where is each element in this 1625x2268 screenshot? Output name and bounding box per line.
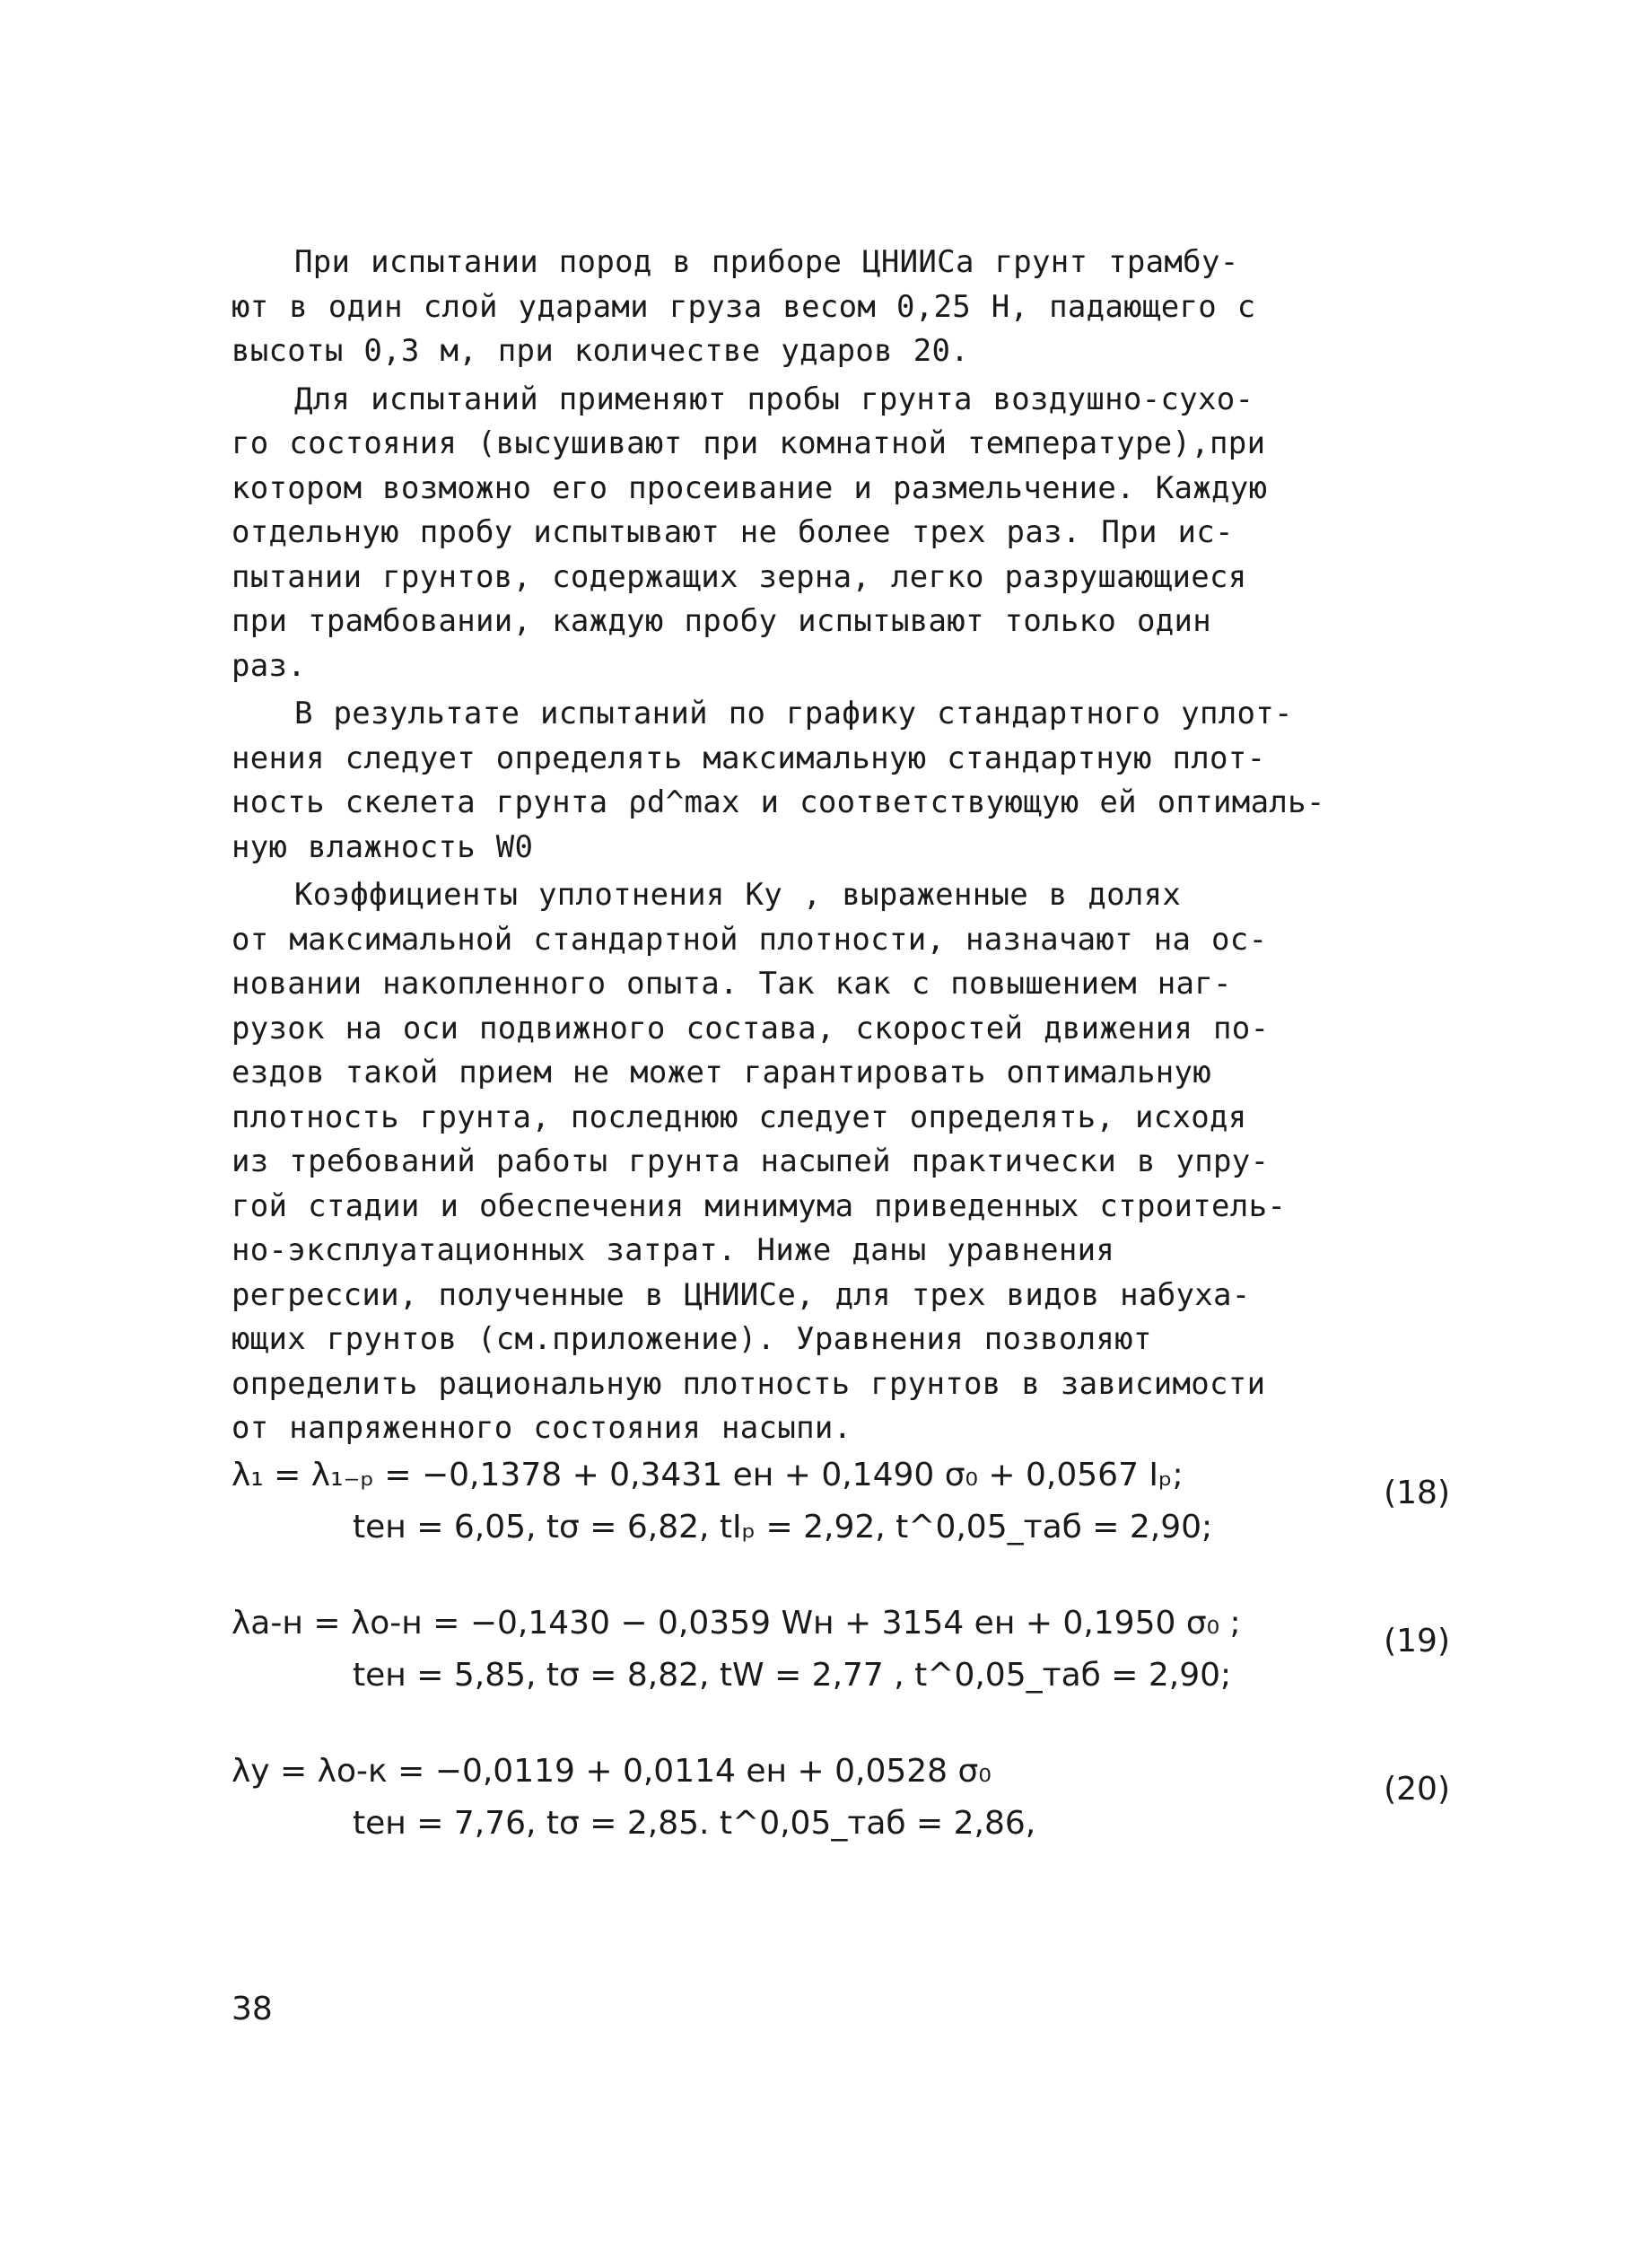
paragraph-line: го состояния (высушивают при комнатной температуре),при xyxy=(232,425,1266,461)
paragraph-line: При испытании пород в приборе ЦНИИСа грунт трамбу- xyxy=(294,244,1239,280)
equation-line: λy = λо-к = −0,0119 + 0,0114 eн + 0,0528 σ₀ xyxy=(232,1753,992,1790)
paragraph-line: новании накопленного опыта. Так как с повышением наг- xyxy=(232,966,1232,1002)
paragraph-2 xyxy=(232,378,1461,689)
paragraph-line: ность скелета грунта ρd^max и соответствующую ей оптималь- xyxy=(232,784,1325,820)
paragraph-line: раз. xyxy=(232,647,307,684)
equation-number: (20) xyxy=(1384,1771,1450,1808)
equation-18 xyxy=(232,1449,1470,1554)
equation-number: (18) xyxy=(1384,1475,1450,1511)
paragraph-line: ную влажность W0 xyxy=(232,828,534,865)
paragraph-line: от напряженного состояния насыпи. xyxy=(232,1410,852,1446)
paragraph-line: В результате испытаний по графику стандартного уплот- xyxy=(294,696,1293,731)
paragraph-line: отдельную пробу испытывают не более трех раз. При ис- xyxy=(232,514,1234,550)
paragraph-line: Для испытаний применяют пробы грунта воздушно-сухо- xyxy=(294,381,1254,417)
body-text xyxy=(232,241,1461,1451)
paragraph-line: ют в один слой ударами груза весом 0,25 Н, падающего с xyxy=(232,288,1256,325)
paragraph-line: определить рациональную плотность грунтов в зависимости xyxy=(232,1365,1266,1402)
equation-line: teн = 7,76, tσ = 2,85. t^0,05_таб = 2,86, xyxy=(353,1805,1036,1842)
page-number: 38 xyxy=(232,1991,273,2027)
paragraph-line: ющих грунтов (см.приложение). Уравнения позволяют xyxy=(232,1321,1152,1357)
paragraph-line: при трамбовании, каждую пробу испытывают только один xyxy=(232,603,1212,639)
paragraph-line: плотность грунта, последнюю следует определять, исходя xyxy=(232,1099,1247,1135)
paragraph-line: от максимальной стандартной плотности, назначают на ос- xyxy=(232,921,1268,958)
paragraph-3 xyxy=(232,692,1461,870)
equation-line: teн = 5,85, tσ = 8,82, tW = 2,77 , t^0,05_таб = 2,90; xyxy=(353,1657,1232,1694)
paragraph-1 xyxy=(232,241,1461,374)
equation-line: λ₁ = λ₁₋ₚ = −0,1378 + 0,3431 eн + 0,1490 σ₀ + 0,0567 Iₚ; xyxy=(232,1457,1184,1493)
equation-line: teн = 6,05, tσ = 6,82, tIₚ = 2,92, t^0,05_таб = 2,90; xyxy=(353,1509,1213,1546)
paragraph-line: рузок на оси подвижного состава, скоростей движения по- xyxy=(232,1010,1270,1046)
paragraph-line: но-эксплуатационных затрат. Ниже даны уравнения xyxy=(232,1232,1115,1268)
paragraph-line: регрессии, полученные в ЦНИИСе, для трех видов набуха- xyxy=(232,1276,1251,1313)
paragraph-line: Коэффициенты уплотнения Кy , выраженные в долях xyxy=(294,877,1182,913)
paragraph-line: нения следует определять максимальную стандартную плот- xyxy=(232,740,1266,776)
paragraph-line: из требований работы грунта насыпей практически в упру- xyxy=(232,1143,1270,1179)
equation-number: (19) xyxy=(1384,1623,1450,1659)
paragraph-line: высоты 0,3 м, при количестве ударов 20. xyxy=(232,333,970,369)
equation-line: λа-н = λо-н = −0,1430 − 0,0359 Wн + 3154 eн + 0,1950 σ₀ ; xyxy=(232,1605,1241,1642)
equation-20 xyxy=(232,1746,1470,1850)
paragraph-line: гой стадии и обеспечения минимума приведенных строитель- xyxy=(232,1187,1287,1224)
paragraph-line: ездов такой прием не может гарантировать оптимальную xyxy=(232,1055,1212,1090)
paragraph-4 xyxy=(232,873,1461,1451)
equation-19 xyxy=(232,1598,1470,1702)
paragraph-line: котором возможно его просеивание и размельчение. Каждую xyxy=(232,469,1268,506)
paragraph-line: пытании грунтов, содержащих зерна, легко разрушающиеся xyxy=(232,558,1247,595)
